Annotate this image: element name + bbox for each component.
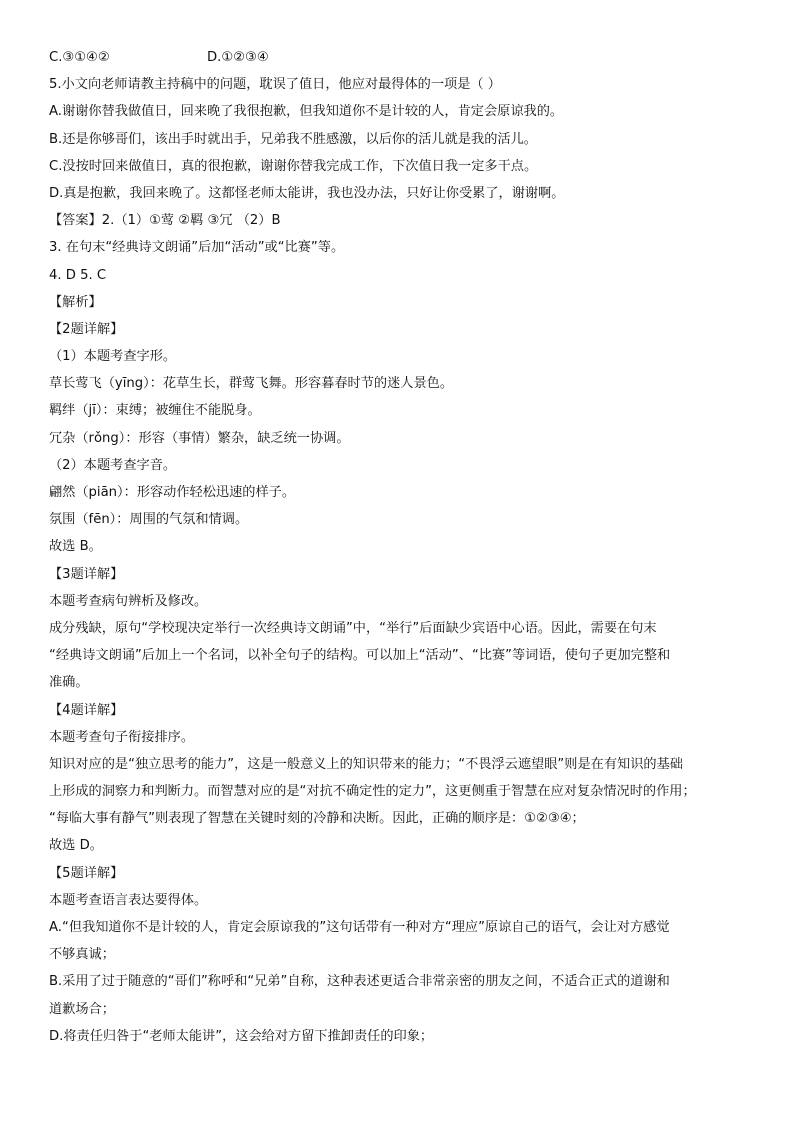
q3-detail-heading: 【3题详解】	[49, 566, 124, 582]
paragraph: B.采用了过于随意的“哥们”称呼和“兄弟”自称，这种表述更适合非常亲密的朋友之间，不适合正式的道谢和	[49, 974, 670, 990]
paragraph: 冗杂（rǒng）：形容（事情）繁杂，缺乏统一协调。	[49, 430, 350, 446]
option-a: A.谢谢你替我做值日，回来晚了我很抱歉，但我知道你不是计较的人，肯定会原谅我的。	[49, 104, 564, 120]
paragraph: （2）本题考查字音。	[49, 457, 177, 473]
paragraph: 上形成的洞察力和判断力。而智慧对应的是“对抗不确定性的定力”，这更侧重于智慧在应对复杂情况时的作用；	[49, 784, 696, 800]
paragraph: A.“但我知道你不是计较的人，肯定会原谅我的”这句话带有一种对方“理应”原谅自己的语气，会让对方感觉	[49, 920, 670, 935]
option-d: D.真是抱歉，我回来晚了。这都怪老师太能讲，我也没办法，只好让你受累了，谢谢啊。	[49, 185, 565, 201]
paragraph: （1）本题考查字形。	[49, 349, 177, 365]
q2-detail-heading: 【2题详解】	[49, 321, 124, 337]
paragraph: 故选 D。	[49, 838, 103, 854]
options-line	[49, 44, 749, 71]
answer-line: 【答案】2.（1）①莺 ②羁 ③冗 （2）B	[49, 213, 281, 229]
paragraph: 本题考查句子衔接排序。	[49, 729, 195, 745]
paragraph: “每临大事有静气”则表现了智慧在关键时刻的冷静和决断。因此，正确的顺序是：①②③④；	[49, 811, 585, 827]
paragraph: 草长莺飞（yīng）：花草生长，群莺飞舞。形容暮春时节的迷人景色。	[49, 376, 454, 392]
paragraph: “经典诗文朗诵”后加上一个名词，以补全句子的结构。可以加上“活动”、“比赛”等词语，使句子更加完整和	[49, 648, 671, 664]
paragraph: 翩然（piān）：形容动作轻松迅速的样子。	[49, 485, 296, 500]
paragraph: 准确。	[49, 675, 89, 691]
analysis-heading: 【解析】	[49, 294, 102, 310]
option-b: B.还是你够哥们，该出手时就出手，兄弟我不胜感激，以后你的活儿就是我的活儿。	[49, 131, 537, 147]
paragraph: 本题考查语言表达要得体。	[49, 892, 208, 908]
document-page	[49, 44, 749, 1050]
paragraph: 故选 B。	[49, 539, 102, 555]
answer-4-5: 4. D 5. C	[49, 267, 107, 283]
paragraph: 氛围（fēn）：周围的气氛和情调。	[49, 512, 249, 528]
paragraph: 成分残缺，原句“学校现决定举行一次经典诗文朗诵”中，“举行”后面缺少宾语中心语。因此，需要在句末	[49, 620, 657, 636]
answer-3: 3. 在句末“经典诗文朗诵”后加“活动”或“比赛”等。	[49, 240, 345, 256]
paragraph: D.将责任归咎于“老师太能讲”，这会给对方留下推卸责任的印象；	[49, 1028, 434, 1044]
paragraph: 羁绊（jī）：束缚；被缠住不能脱身。	[49, 403, 261, 419]
paragraph: 不够真诚；	[49, 947, 115, 963]
q5-detail-heading: 【5题详解】	[49, 865, 124, 881]
paragraph: 道歉场合；	[49, 1001, 115, 1017]
paragraph: 知识对应的是“独立思考的能力”，这是一般意义上的知识带来的能力；“不畏浮云遮望眼”则是在有知识的基础	[49, 756, 683, 772]
question-5: 5.小文向老师请教主持稿中的问题，耽误了值日，他应对最得体的一项是（ ）	[49, 77, 501, 93]
option-d: D.①②③④	[207, 50, 269, 65]
paragraph: 本题考查病句辨析及修改。	[49, 593, 208, 609]
option-c: C.③①④②	[49, 50, 110, 65]
q4-detail-heading: 【4题详解】	[49, 702, 124, 718]
option-c: C.没按时回来做值日，真的很抱歉，谢谢你替我完成工作，下次值日我一定多干点。	[49, 158, 538, 174]
